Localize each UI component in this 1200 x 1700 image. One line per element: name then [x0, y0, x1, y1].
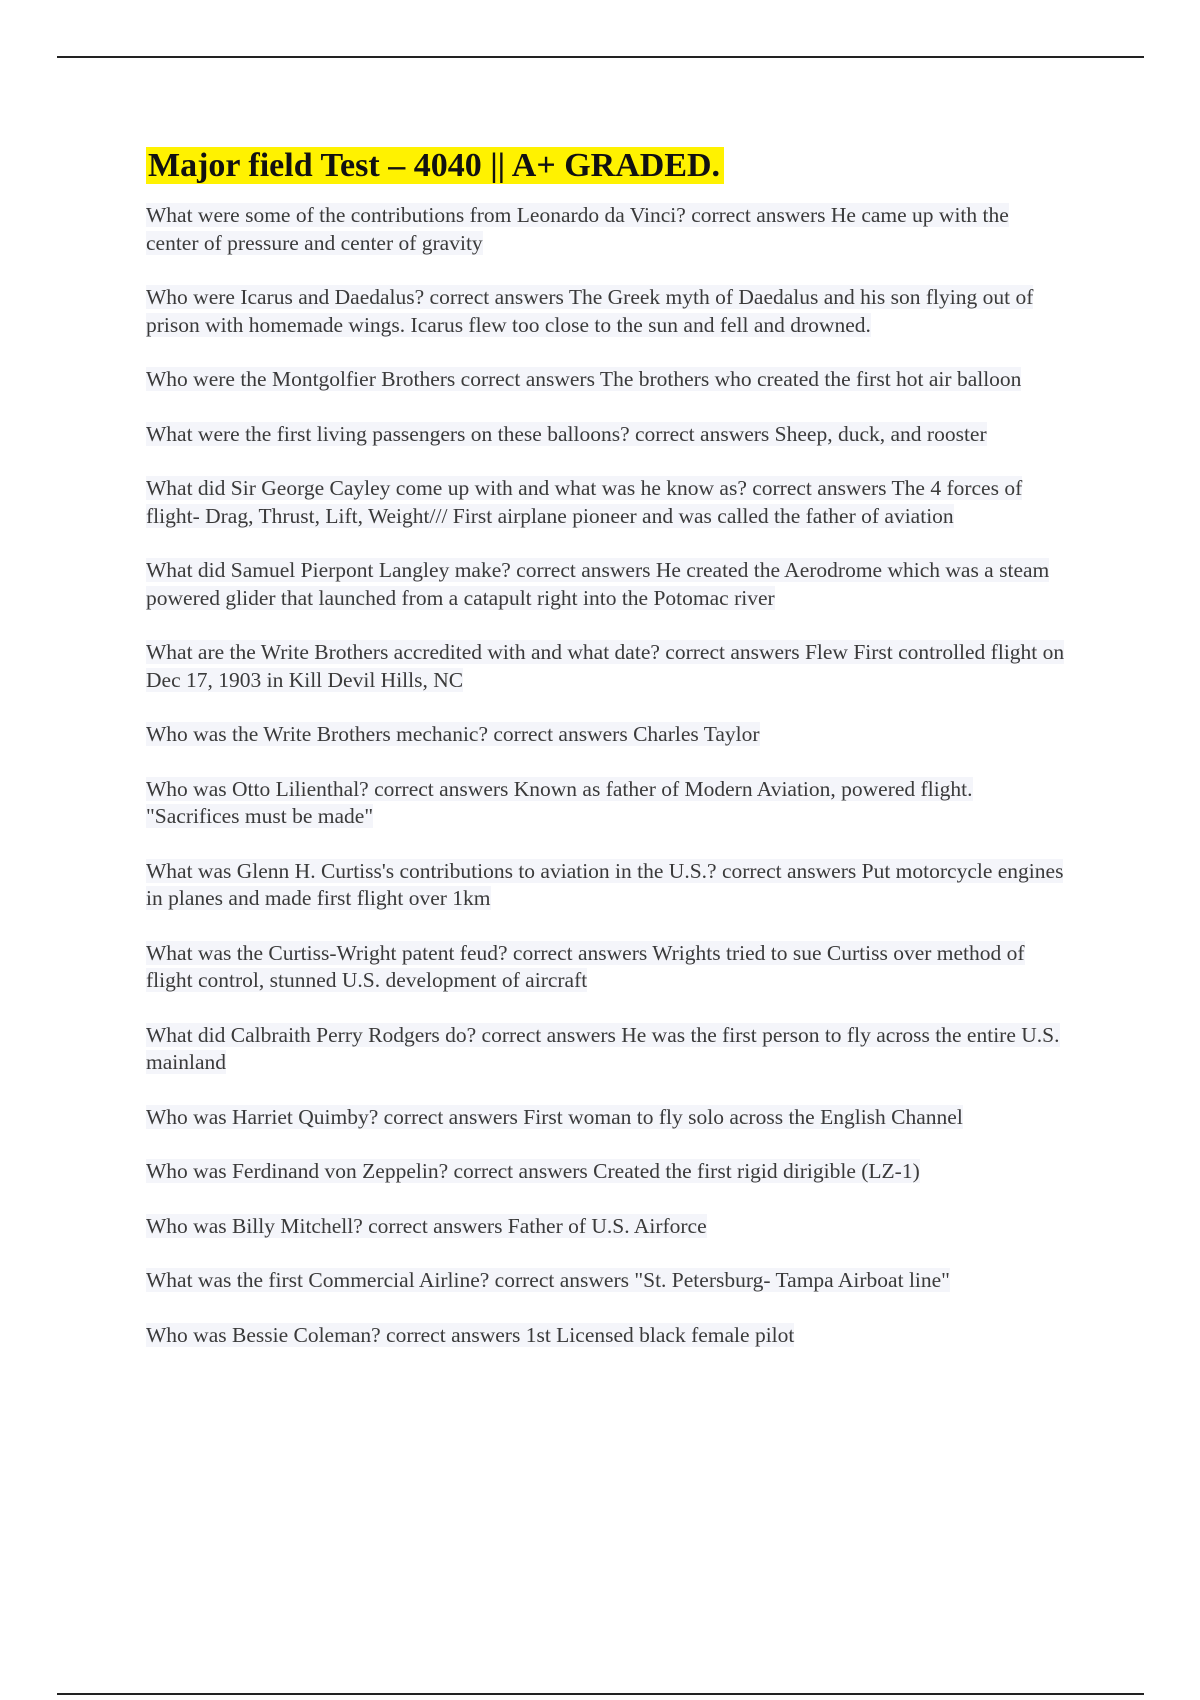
qa-item: [146, 776, 1066, 831]
qa-item: [146, 1213, 1066, 1241]
qa-item: [146, 1158, 1066, 1186]
qa-item-text: What did Sir George Cayley come up with and what was he know as? correct answers The 4 forces of flight- Drag, Thrust, Lift, Weight/// First airplane pioneer and was called the father of aviation: [146, 476, 1023, 528]
qa-item-text: Who were the Montgolfier Brothers correct answers The brothers who created the first hot air balloon: [146, 367, 1022, 391]
bottom-rule: [57, 1693, 1144, 1695]
qa-item: [146, 421, 1066, 449]
qa-item: [146, 639, 1066, 694]
qa-item-text: What are the Write Brothers accredited with and what date? correct answers Flew First controlled flight on Dec 17, 1903 in Kill Devil Hills, NC: [146, 640, 1065, 692]
qa-item-text: What were some of the contributions from Leonardo da Vinci? correct answers He came up with the center of pressure and center of gravity: [146, 203, 1009, 255]
qa-item: [146, 1267, 1066, 1295]
qa-item: [146, 475, 1066, 530]
qa-item-text: Who was Ferdinand von Zeppelin? correct answers Created the first rigid dirigible (LZ-1): [146, 1159, 920, 1183]
qa-item-text: Who were Icarus and Daedalus? correct answers The Greek myth of Daedalus and his son flying out of prison with homemade wings. Icarus flew too close to the sun and fell and drowned.: [146, 285, 1034, 337]
qa-item: [146, 1022, 1066, 1077]
qa-item-text: Who was Otto Lilienthal? correct answers Known as father of Modern Aviation, powered flight. "Sacrifices must be made": [146, 776, 973, 828]
top-rule: [57, 56, 1144, 58]
document-title: [146, 144, 1066, 188]
document-title-text: Major field Test – 4040 || A+ GRADED.: [146, 147, 724, 184]
qa-item: [146, 1104, 1066, 1132]
qa-item-text: Who was Billy Mitchell? correct answers Father of U.S. Airforce: [146, 1213, 707, 1238]
qa-item-text: What was Glenn H. Curtiss's contributions to aviation in the U.S.? correct answers Put motorcycle engines in planes and made first flight over 1km: [146, 858, 1064, 910]
qa-item-text: Who was the Write Brothers mechanic? correct answers Charles Taylor: [146, 722, 760, 746]
qa-item: [146, 858, 1066, 913]
qa-item-text: Who was Harriet Quimby? correct answers First woman to fly solo across the English Channel: [146, 1104, 963, 1129]
qa-item: [146, 557, 1066, 612]
qa-item-text: What were the first living passengers on these balloons? correct answers Sheep, duck, and rooster: [146, 421, 987, 446]
document-body: [146, 144, 1066, 1376]
qa-item-text: What was the first Commercial Airline? correct answers "St. Petersburg- Tampa Airboat line": [146, 1268, 950, 1292]
qa-item: [146, 366, 1066, 394]
qa-item: [146, 284, 1066, 339]
qa-item-text: Who was Bessie Coleman? correct answers 1st Licensed black female pilot: [146, 1322, 795, 1347]
qa-item-text: What was the Curtiss-Wright patent feud? correct answers Wrights tried to sue Curtiss over method of flight control, stunned U.S. development of aircraft: [146, 940, 1025, 992]
qa-item: [146, 721, 1066, 749]
qa-item-text: What did Samuel Pierpont Langley make? correct answers He created the Aerodrome which was a steam powered glider that launched from a catapult right into the Potomac river: [146, 558, 1050, 610]
qa-item-text: What did Calbraith Perry Rodgers do? correct answers He was the first person to fly across the entire U.S. mainland: [146, 1022, 1060, 1074]
qa-item: [146, 940, 1066, 995]
qa-item: [146, 1322, 1066, 1350]
qa-item: [146, 202, 1066, 257]
qa-list: [146, 202, 1066, 1349]
